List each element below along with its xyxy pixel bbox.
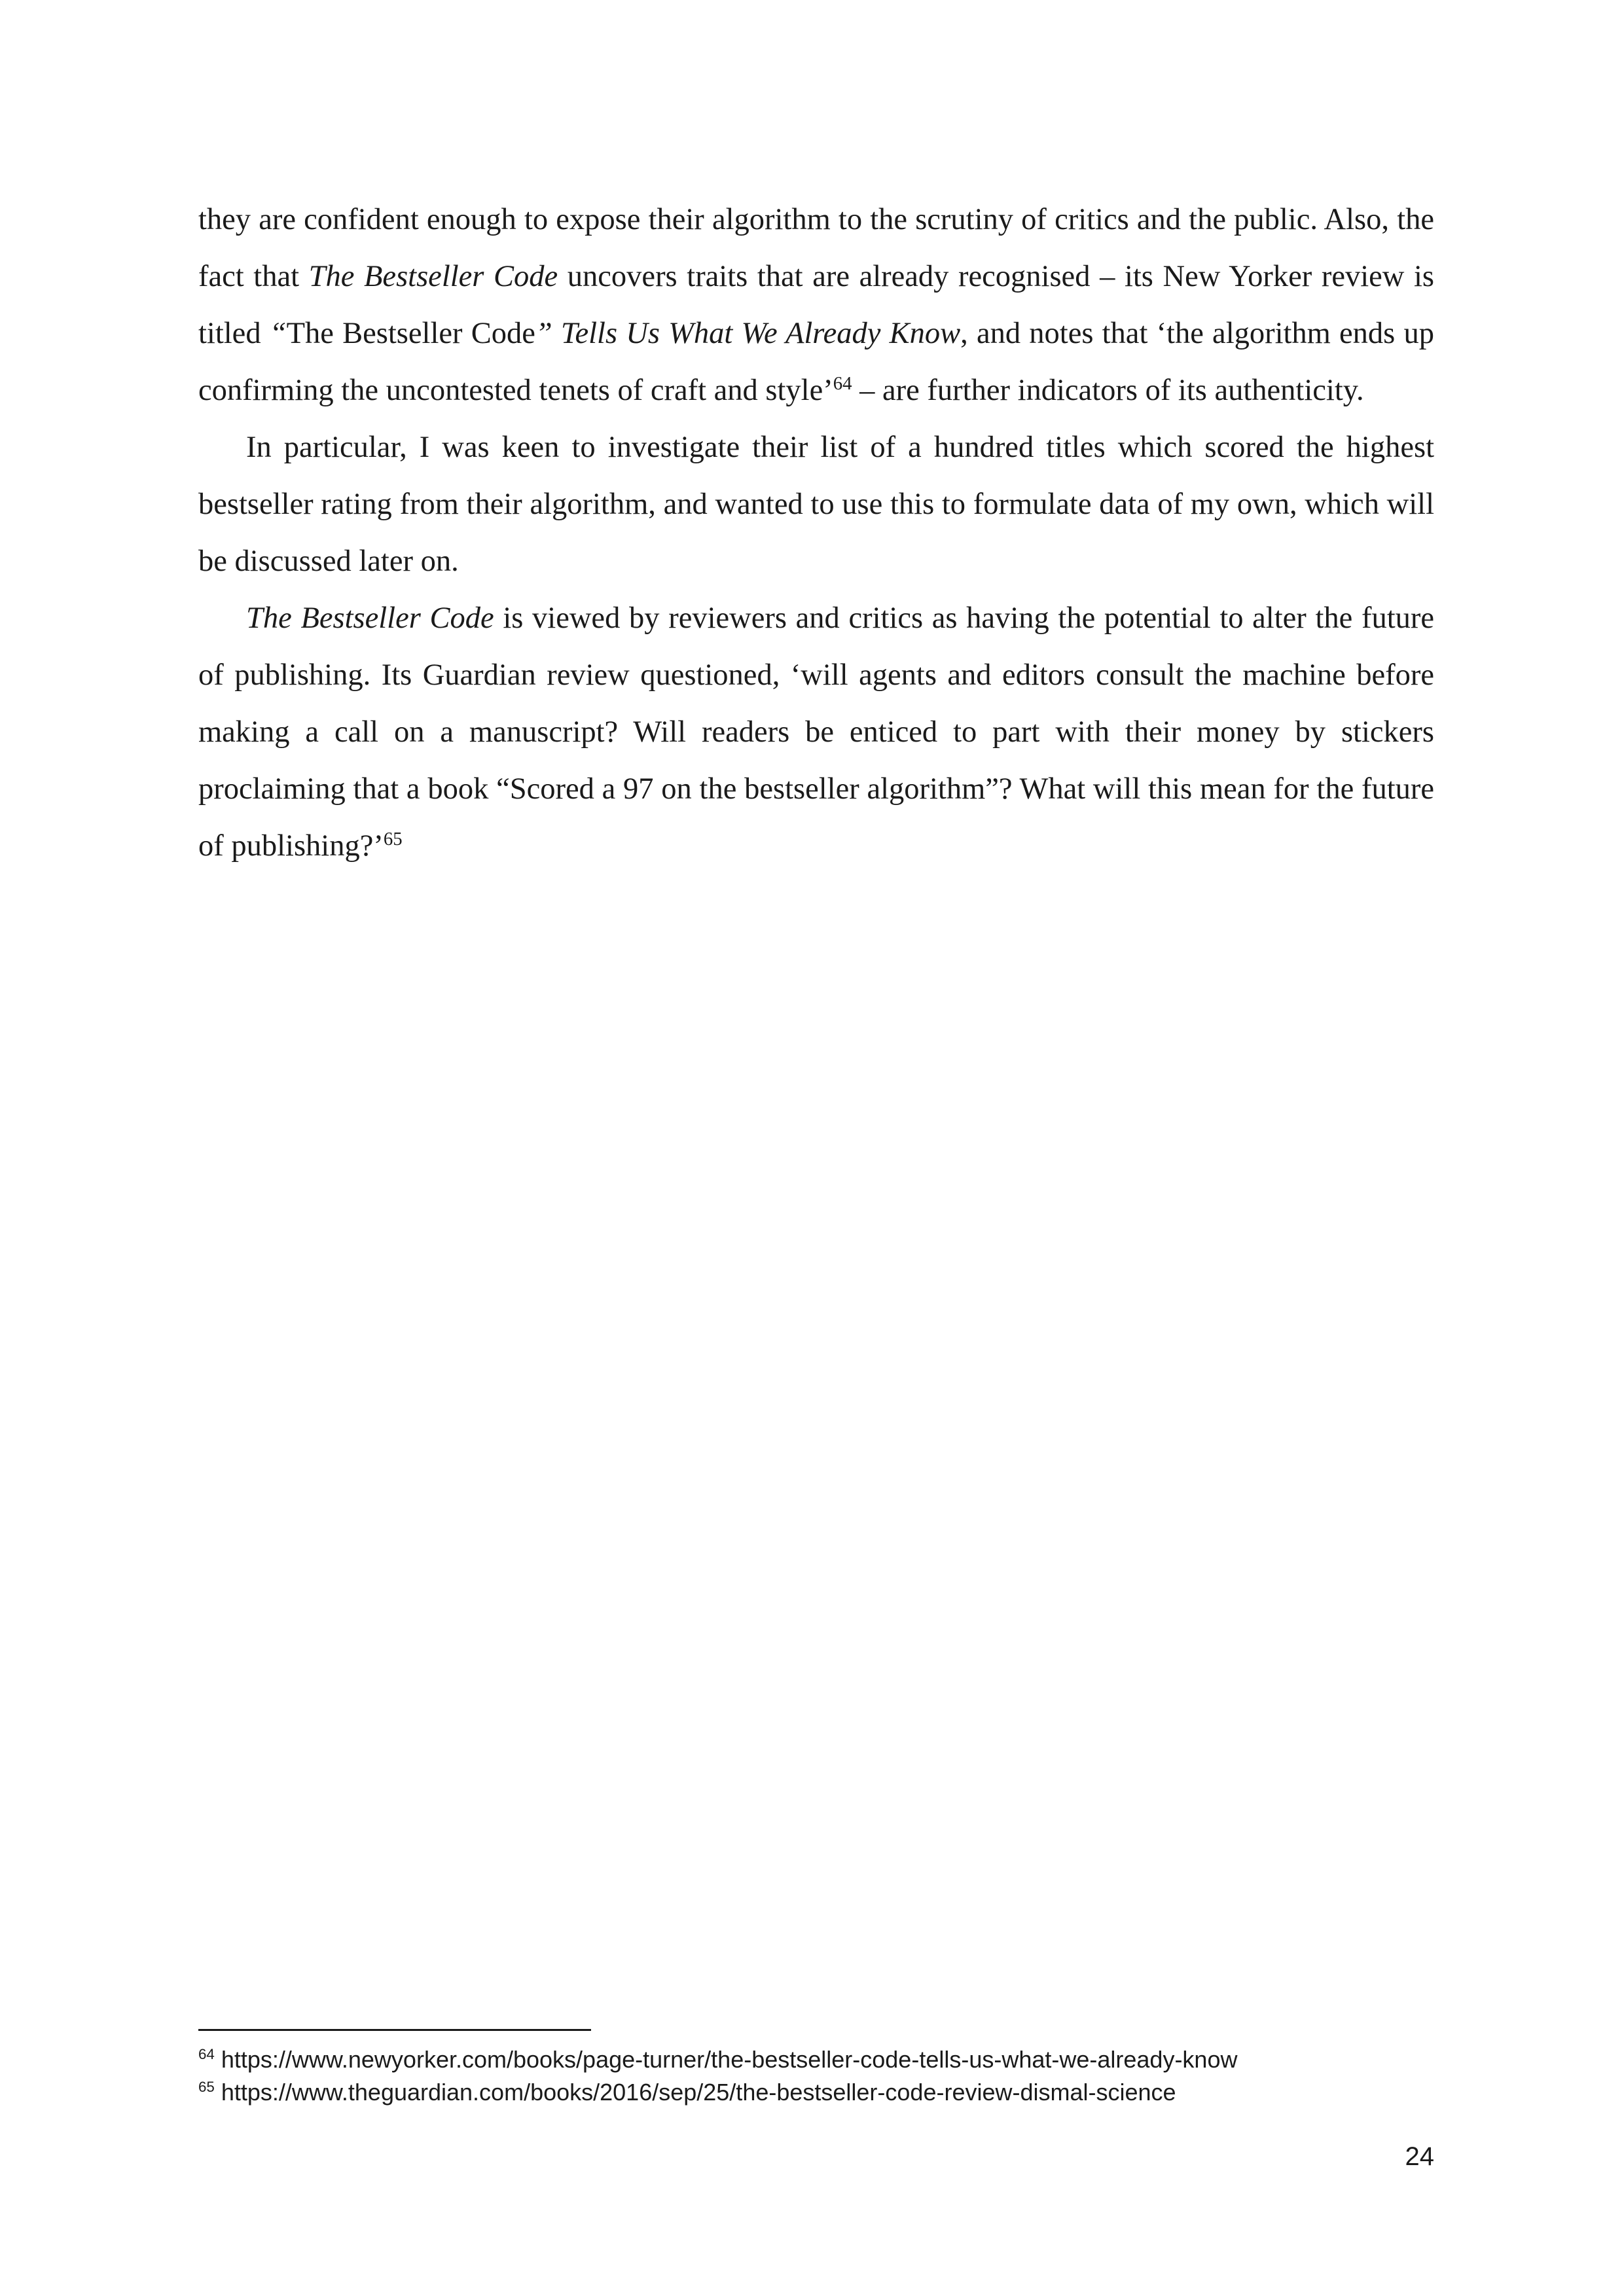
footnote-64	[198, 2043, 1434, 2076]
page-number: 24	[1405, 2142, 1434, 2171]
paragraph-3-text: is viewed by reviewers and critics as having the potential to alter the future of publishing. Its Guardian review questioned, ‘will agents and editors consult the machine before making a call on a manuscript? Will readers be enticed to part with their money by stickers proclaiming that a book “Scored a 97 on the bestseller algorithm”? What will this mean for the future of publishing?’	[198, 601, 1434, 863]
paragraph-1-text-b: uncovers traits that are already recognised – its New Yorker review is titled	[198, 260, 1434, 350]
footnote-number: 65	[198, 2078, 215, 2095]
opening-quote: “	[269, 317, 287, 350]
paragraph-1-text-d: – are further indicators of its authenticity.	[852, 374, 1364, 407]
footnote-number: 64	[198, 2045, 215, 2062]
book-title-italic: The Bestseller Code	[308, 260, 558, 293]
footnote-link[interactable]: https://www.newyorker.com/books/page-turner/the-bestseller-code-tells-us-what-we-already-know	[214, 2046, 1238, 2073]
paragraph-1-text-a: they are confident enough to expose their algorithm to the scrutiny of critics and the public. Also, the fact that	[198, 203, 1434, 293]
paragraph-3	[198, 590, 1434, 874]
review-title-upright: The Bestseller Code	[286, 317, 535, 350]
paragraph-1	[198, 191, 1434, 419]
footnote-link[interactable]: https://www.theguardian.com/books/2016/sep/25/the-bestseller-code-review-dismal-science	[214, 2079, 1176, 2106]
footnotes	[198, 2043, 1434, 2109]
body-text	[198, 191, 1434, 874]
review-title-italic-tail: ” Tells Us What We Already Know	[535, 317, 961, 350]
footnote-ref-64[interactable]: 64	[833, 373, 852, 395]
footnote-ref-65[interactable]: 65	[383, 829, 403, 850]
book-title-italic: The Bestseller Code	[246, 601, 494, 635]
paragraph-2: In particular, I was keen to investigate their list of a hundred titles which scored the highest bestseller rating from their algorithm, and wanted to use this to formulate data of my own, which will be discussed later on.	[198, 431, 1434, 578]
footnote-65	[198, 2076, 1434, 2109]
paragraph-1-text-c: , and notes that ‘the algorithm ends up confirming the uncontested tenets of craft and style’	[198, 317, 1434, 407]
footnote-separator	[198, 2029, 591, 2031]
